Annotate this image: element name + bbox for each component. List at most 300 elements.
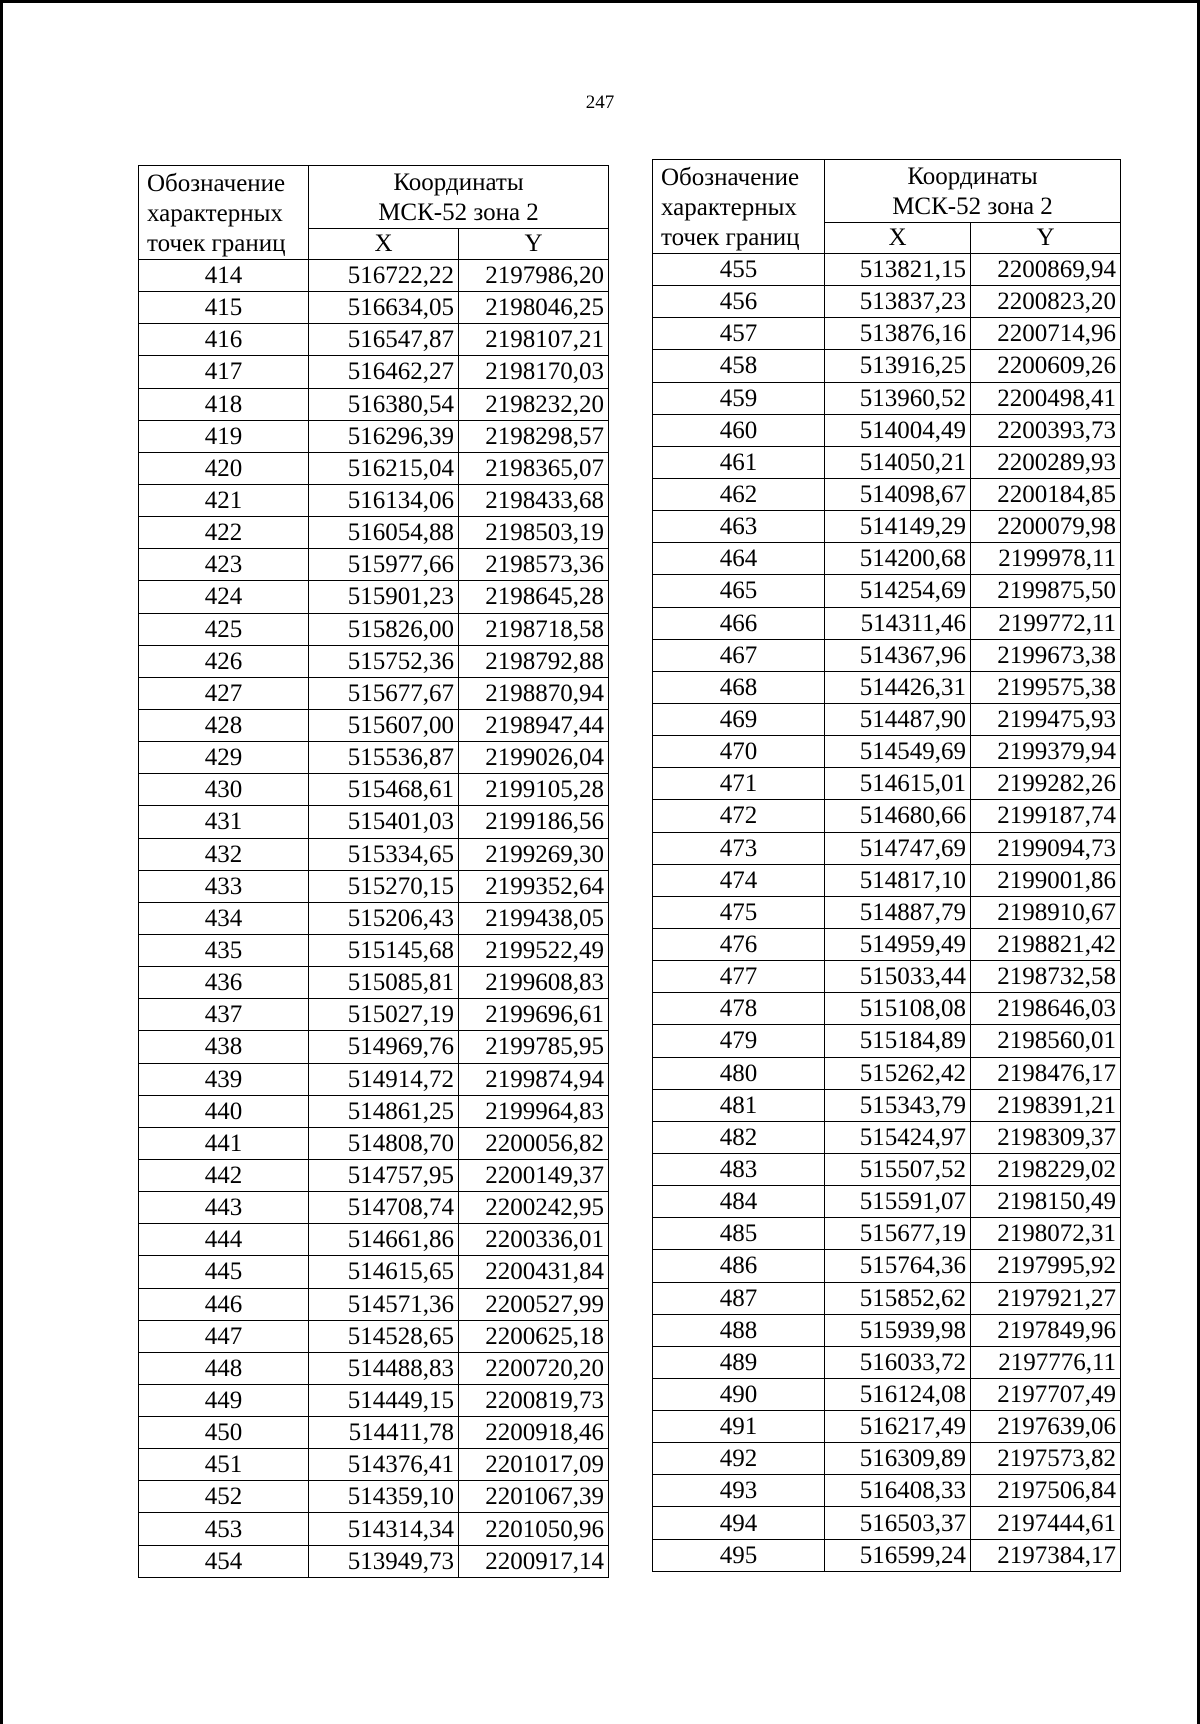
- table-row: [139, 1224, 609, 1256]
- table-row: [653, 350, 1121, 382]
- y-coordinate-cell: 2198732,58: [971, 961, 1121, 993]
- y-coordinate-cell: 2200056,82: [459, 1127, 609, 1159]
- x-coordinate-cell: 514488,83: [309, 1352, 459, 1384]
- y-coordinate-cell: 2198910,67: [971, 896, 1121, 928]
- table-row: [653, 382, 1121, 414]
- point-number-cell: 448: [139, 1352, 309, 1384]
- y-coordinate-cell: 2199379,94: [971, 736, 1121, 768]
- table-row: [139, 613, 609, 645]
- x-coordinate-cell: 515085,81: [309, 967, 459, 999]
- table-row: [653, 478, 1121, 510]
- x-coordinate-cell: 514359,10: [309, 1481, 459, 1513]
- x-coordinate-cell: 514747,69: [825, 832, 971, 864]
- table-row: [139, 934, 609, 966]
- table-row: [653, 446, 1121, 478]
- point-number-cell: 470: [653, 736, 825, 768]
- y-coordinate-cell: 2197986,20: [459, 260, 609, 292]
- y-coordinate-cell: 2199352,64: [459, 870, 609, 902]
- table-row: [139, 1159, 609, 1191]
- y-coordinate-cell: 2197921,27: [971, 1282, 1121, 1314]
- x-coordinate-cell: 516134,06: [309, 484, 459, 516]
- table-row: [139, 870, 609, 902]
- x-coordinate-cell: 516599,24: [825, 1539, 971, 1571]
- table-row: [653, 671, 1121, 703]
- table-row: [139, 1192, 609, 1224]
- point-number-cell: 485: [653, 1218, 825, 1250]
- table-row: [139, 1288, 609, 1320]
- y-coordinate-cell: 2198792,88: [459, 645, 609, 677]
- y-coordinate-cell: 2197506,84: [971, 1475, 1121, 1507]
- y-coordinate-cell: 2198072,31: [971, 1218, 1121, 1250]
- y-coordinate-cell: 2200336,01: [459, 1224, 609, 1256]
- table-row: [653, 703, 1121, 735]
- header-x: X: [309, 229, 459, 260]
- point-number-cell: 423: [139, 549, 309, 581]
- point-number-cell: 482: [653, 1121, 825, 1153]
- table-row: [139, 1063, 609, 1095]
- point-number-cell: 476: [653, 928, 825, 960]
- y-coordinate-cell: 2199608,83: [459, 967, 609, 999]
- header-y: Y: [459, 229, 609, 260]
- y-coordinate-cell: 2199269,30: [459, 838, 609, 870]
- x-coordinate-cell: 515206,43: [309, 902, 459, 934]
- x-coordinate-cell: 515145,68: [309, 934, 459, 966]
- x-coordinate-cell: 514050,21: [825, 446, 971, 478]
- x-coordinate-cell: 516296,39: [309, 420, 459, 452]
- point-number-cell: 446: [139, 1288, 309, 1320]
- x-coordinate-cell: 515852,62: [825, 1282, 971, 1314]
- y-coordinate-cell: 2198573,36: [459, 549, 609, 581]
- coordinates-table-left: [138, 165, 609, 1578]
- point-number-cell: 438: [139, 1031, 309, 1063]
- point-number-cell: 432: [139, 838, 309, 870]
- table-row: [653, 639, 1121, 671]
- x-coordinate-cell: 514254,69: [825, 575, 971, 607]
- table-row: [139, 677, 609, 709]
- x-coordinate-cell: 516503,37: [825, 1507, 971, 1539]
- point-number-cell: 453: [139, 1513, 309, 1545]
- table-row: [653, 736, 1121, 768]
- table-body-right: [653, 254, 1121, 1572]
- point-number-cell: 465: [653, 575, 825, 607]
- y-coordinate-cell: 2198821,42: [971, 928, 1121, 960]
- table-row: [653, 318, 1121, 350]
- table-row: [139, 774, 609, 806]
- x-coordinate-cell: 513949,73: [309, 1545, 459, 1577]
- table-row: [139, 1127, 609, 1159]
- x-coordinate-cell: 514367,96: [825, 639, 971, 671]
- y-coordinate-cell: 2199522,49: [459, 934, 609, 966]
- y-coordinate-cell: 2198560,01: [971, 1025, 1121, 1057]
- x-coordinate-cell: 514311,46: [825, 607, 971, 639]
- header-coordinates-msk52: Координаты МСК-52 зона 2: [309, 166, 609, 229]
- point-number-cell: 464: [653, 543, 825, 575]
- table-row: [139, 484, 609, 516]
- y-coordinate-cell: 2198646,03: [971, 993, 1121, 1025]
- table-row: [653, 1507, 1121, 1539]
- point-number-cell: 475: [653, 896, 825, 928]
- point-number-cell: 495: [653, 1539, 825, 1571]
- y-coordinate-cell: 2198870,94: [459, 677, 609, 709]
- table-row: [653, 1443, 1121, 1475]
- y-coordinate-cell: 2199964,83: [459, 1095, 609, 1127]
- y-coordinate-cell: 2198433,68: [459, 484, 609, 516]
- y-coordinate-cell: 2201017,09: [459, 1449, 609, 1481]
- y-coordinate-cell: 2199978,11: [971, 543, 1121, 575]
- table-row: [139, 356, 609, 388]
- table-row: [139, 549, 609, 581]
- table-row: [653, 1025, 1121, 1057]
- y-coordinate-cell: 2200823,20: [971, 286, 1121, 318]
- header-point-designation: Обозначение характерных точек границ: [653, 160, 825, 254]
- table-row: [139, 420, 609, 452]
- point-number-cell: 420: [139, 452, 309, 484]
- header-point-designation: Обозначение характерных точек границ: [139, 166, 309, 260]
- table-row: [653, 1250, 1121, 1282]
- table-row: [653, 1153, 1121, 1185]
- x-coordinate-cell: 514959,49: [825, 928, 971, 960]
- table-row: [653, 1539, 1121, 1571]
- x-coordinate-cell: 516054,88: [309, 517, 459, 549]
- table-row: [653, 768, 1121, 800]
- point-number-cell: 418: [139, 388, 309, 420]
- y-coordinate-cell: 2198046,25: [459, 292, 609, 324]
- table-row: [653, 1186, 1121, 1218]
- x-coordinate-cell: 514098,67: [825, 478, 971, 510]
- table-row: [139, 388, 609, 420]
- x-coordinate-cell: 514808,70: [309, 1127, 459, 1159]
- table-row: [139, 324, 609, 356]
- y-coordinate-cell: 2197849,96: [971, 1314, 1121, 1346]
- point-number-cell: 428: [139, 709, 309, 741]
- point-number-cell: 462: [653, 478, 825, 510]
- point-number-cell: 436: [139, 967, 309, 999]
- point-number-cell: 467: [653, 639, 825, 671]
- y-coordinate-cell: 2198150,49: [971, 1186, 1121, 1218]
- table-row: [653, 961, 1121, 993]
- table-row: [139, 902, 609, 934]
- point-number-cell: 483: [653, 1153, 825, 1185]
- table-row: [139, 645, 609, 677]
- y-coordinate-cell: 2200393,73: [971, 414, 1121, 446]
- point-number-cell: 426: [139, 645, 309, 677]
- y-coordinate-cell: 2200079,98: [971, 511, 1121, 543]
- y-coordinate-cell: 2200498,41: [971, 382, 1121, 414]
- table-row: [653, 832, 1121, 864]
- y-coordinate-cell: 2199874,94: [459, 1063, 609, 1095]
- x-coordinate-cell: 513876,16: [825, 318, 971, 350]
- y-coordinate-cell: 2199105,28: [459, 774, 609, 806]
- point-number-cell: 425: [139, 613, 309, 645]
- x-coordinate-cell: 515027,19: [309, 999, 459, 1031]
- point-number-cell: 459: [653, 382, 825, 414]
- table-row: [139, 1384, 609, 1416]
- table-row: [139, 517, 609, 549]
- table-row: [139, 1031, 609, 1063]
- point-number-cell: 421: [139, 484, 309, 516]
- point-number-cell: 486: [653, 1250, 825, 1282]
- point-number-cell: 491: [653, 1411, 825, 1443]
- x-coordinate-cell: 515901,23: [309, 581, 459, 613]
- x-coordinate-cell: 514861,25: [309, 1095, 459, 1127]
- table-row: [653, 607, 1121, 639]
- y-coordinate-cell: 2199772,11: [971, 607, 1121, 639]
- header-coordinates-msk52: Координаты МСК-52 зона 2: [825, 160, 1121, 223]
- point-number-cell: 455: [653, 254, 825, 286]
- y-coordinate-cell: 2199673,38: [971, 639, 1121, 671]
- x-coordinate-cell: 514969,76: [309, 1031, 459, 1063]
- x-coordinate-cell: 514004,49: [825, 414, 971, 446]
- point-number-cell: 474: [653, 864, 825, 896]
- point-number-cell: 441: [139, 1127, 309, 1159]
- point-number-cell: 429: [139, 742, 309, 774]
- table-row: [653, 1346, 1121, 1378]
- y-coordinate-cell: 2197444,61: [971, 1507, 1121, 1539]
- point-number-cell: 443: [139, 1192, 309, 1224]
- x-coordinate-cell: 514149,29: [825, 511, 971, 543]
- y-coordinate-cell: 2199475,93: [971, 703, 1121, 735]
- point-number-cell: 444: [139, 1224, 309, 1256]
- y-coordinate-cell: 2200918,46: [459, 1417, 609, 1449]
- table-row: [653, 1057, 1121, 1089]
- x-coordinate-cell: 515468,61: [309, 774, 459, 806]
- x-coordinate-cell: 514661,86: [309, 1224, 459, 1256]
- table-row: [653, 1314, 1121, 1346]
- y-coordinate-cell: 2198309,37: [971, 1121, 1121, 1153]
- point-number-cell: 461: [653, 446, 825, 478]
- y-coordinate-cell: 2200869,94: [971, 254, 1121, 286]
- point-number-cell: 427: [139, 677, 309, 709]
- table-row: [139, 806, 609, 838]
- point-number-cell: 479: [653, 1025, 825, 1057]
- table-row: [139, 709, 609, 741]
- y-coordinate-cell: 2199875,50: [971, 575, 1121, 607]
- x-coordinate-cell: 516124,08: [825, 1378, 971, 1410]
- table-row: [653, 575, 1121, 607]
- point-number-cell: 463: [653, 511, 825, 543]
- x-coordinate-cell: 514487,90: [825, 703, 971, 735]
- y-coordinate-cell: 2200819,73: [459, 1384, 609, 1416]
- table-row: [653, 1475, 1121, 1507]
- point-number-cell: 422: [139, 517, 309, 549]
- table-row: [653, 928, 1121, 960]
- x-coordinate-cell: 515108,08: [825, 993, 971, 1025]
- x-coordinate-cell: 515826,00: [309, 613, 459, 645]
- table-row: [139, 1449, 609, 1481]
- y-coordinate-cell: 2199785,95: [459, 1031, 609, 1063]
- table-row: [139, 292, 609, 324]
- y-coordinate-cell: 2200720,20: [459, 1352, 609, 1384]
- x-coordinate-cell: 514314,34: [309, 1513, 459, 1545]
- table-row: [139, 581, 609, 613]
- table-row: [653, 993, 1121, 1025]
- point-number-cell: 451: [139, 1449, 309, 1481]
- header-y: Y: [971, 223, 1121, 254]
- y-coordinate-cell: 2201050,96: [459, 1513, 609, 1545]
- point-number-cell: 480: [653, 1057, 825, 1089]
- x-coordinate-cell: 516033,72: [825, 1346, 971, 1378]
- x-coordinate-cell: 514817,10: [825, 864, 971, 896]
- point-number-cell: 449: [139, 1384, 309, 1416]
- point-number-cell: 454: [139, 1545, 309, 1577]
- point-number-cell: 478: [653, 993, 825, 1025]
- x-coordinate-cell: 513960,52: [825, 382, 971, 414]
- x-coordinate-cell: 515939,98: [825, 1314, 971, 1346]
- y-coordinate-cell: 2200625,18: [459, 1320, 609, 1352]
- table-row: [653, 543, 1121, 575]
- x-coordinate-cell: 516408,33: [825, 1475, 971, 1507]
- point-number-cell: 416: [139, 324, 309, 356]
- point-number-cell: 457: [653, 318, 825, 350]
- x-coordinate-cell: 514887,79: [825, 896, 971, 928]
- y-coordinate-cell: 2198718,58: [459, 613, 609, 645]
- point-number-cell: 484: [653, 1186, 825, 1218]
- point-number-cell: 490: [653, 1378, 825, 1410]
- y-coordinate-cell: 2199094,73: [971, 832, 1121, 864]
- y-coordinate-cell: 2198391,21: [971, 1089, 1121, 1121]
- x-coordinate-cell: 516380,54: [309, 388, 459, 420]
- y-coordinate-cell: 2197639,06: [971, 1411, 1121, 1443]
- y-coordinate-cell: 2199186,56: [459, 806, 609, 838]
- table-row: [139, 1352, 609, 1384]
- y-coordinate-cell: 2198503,19: [459, 517, 609, 549]
- y-coordinate-cell: 2200527,99: [459, 1288, 609, 1320]
- x-coordinate-cell: 513837,23: [825, 286, 971, 318]
- x-coordinate-cell: 515677,19: [825, 1218, 971, 1250]
- point-number-cell: 417: [139, 356, 309, 388]
- x-coordinate-cell: 514426,31: [825, 671, 971, 703]
- table-row: [653, 896, 1121, 928]
- y-coordinate-cell: 2199282,26: [971, 768, 1121, 800]
- table-row: [653, 414, 1121, 446]
- x-coordinate-cell: 514615,01: [825, 768, 971, 800]
- point-number-cell: 468: [653, 671, 825, 703]
- table-row: [653, 1121, 1121, 1153]
- x-coordinate-cell: 516215,04: [309, 452, 459, 484]
- y-coordinate-cell: 2201067,39: [459, 1481, 609, 1513]
- x-coordinate-cell: 516722,22: [309, 260, 459, 292]
- table-body-left: [139, 260, 609, 1578]
- table-row: [139, 1256, 609, 1288]
- point-number-cell: 472: [653, 800, 825, 832]
- table-row: [653, 511, 1121, 543]
- y-coordinate-cell: 2197573,82: [971, 1443, 1121, 1475]
- x-coordinate-cell: 515343,79: [825, 1089, 971, 1121]
- table-row: [139, 999, 609, 1031]
- point-number-cell: 492: [653, 1443, 825, 1475]
- x-coordinate-cell: 514528,65: [309, 1320, 459, 1352]
- y-coordinate-cell: 2200917,14: [459, 1545, 609, 1577]
- y-coordinate-cell: 2197384,17: [971, 1539, 1121, 1571]
- y-coordinate-cell: 2199026,04: [459, 742, 609, 774]
- y-coordinate-cell: 2200431,84: [459, 1256, 609, 1288]
- table-row: [139, 967, 609, 999]
- y-coordinate-cell: 2199438,05: [459, 902, 609, 934]
- x-coordinate-cell: 515607,00: [309, 709, 459, 741]
- x-coordinate-cell: 516462,27: [309, 356, 459, 388]
- point-number-cell: 493: [653, 1475, 825, 1507]
- y-coordinate-cell: 2200242,95: [459, 1192, 609, 1224]
- point-number-cell: 452: [139, 1481, 309, 1513]
- y-coordinate-cell: 2199575,38: [971, 671, 1121, 703]
- x-coordinate-cell: 515334,65: [309, 838, 459, 870]
- x-coordinate-cell: 514708,74: [309, 1192, 459, 1224]
- table-row: [139, 1320, 609, 1352]
- y-coordinate-cell: 2199187,74: [971, 800, 1121, 832]
- point-number-cell: 433: [139, 870, 309, 902]
- y-coordinate-cell: 2198170,03: [459, 356, 609, 388]
- x-coordinate-cell: 514914,72: [309, 1063, 459, 1095]
- point-number-cell: 466: [653, 607, 825, 639]
- point-number-cell: 488: [653, 1314, 825, 1346]
- y-coordinate-cell: 2198232,20: [459, 388, 609, 420]
- y-coordinate-cell: 2198298,57: [459, 420, 609, 452]
- point-number-cell: 481: [653, 1089, 825, 1121]
- point-number-cell: 447: [139, 1320, 309, 1352]
- x-coordinate-cell: 515401,03: [309, 806, 459, 838]
- x-coordinate-cell: 515033,44: [825, 961, 971, 993]
- y-coordinate-cell: 2197707,49: [971, 1378, 1121, 1410]
- x-coordinate-cell: 515507,52: [825, 1153, 971, 1185]
- y-coordinate-cell: 2198476,17: [971, 1057, 1121, 1089]
- table-row: [139, 1417, 609, 1449]
- x-coordinate-cell: 514200,68: [825, 543, 971, 575]
- x-coordinate-cell: 516547,87: [309, 324, 459, 356]
- point-number-cell: 424: [139, 581, 309, 613]
- table-row: [139, 260, 609, 292]
- table-row: [653, 1089, 1121, 1121]
- point-number-cell: 440: [139, 1095, 309, 1127]
- y-coordinate-cell: 2198229,02: [971, 1153, 1121, 1185]
- x-coordinate-cell: 514449,15: [309, 1384, 459, 1416]
- x-coordinate-cell: 513916,25: [825, 350, 971, 382]
- x-coordinate-cell: 515764,36: [825, 1250, 971, 1282]
- point-number-cell: 415: [139, 292, 309, 324]
- x-coordinate-cell: 514615,65: [309, 1256, 459, 1288]
- table-row: [653, 1411, 1121, 1443]
- page-number: 247: [585, 92, 615, 113]
- x-coordinate-cell: 516634,05: [309, 292, 459, 324]
- table-row: [653, 1218, 1121, 1250]
- point-number-cell: 435: [139, 934, 309, 966]
- point-number-cell: 456: [653, 286, 825, 318]
- x-coordinate-cell: 515184,89: [825, 1025, 971, 1057]
- x-coordinate-cell: 515270,15: [309, 870, 459, 902]
- table-row: [653, 286, 1121, 318]
- point-number-cell: 419: [139, 420, 309, 452]
- table-row: [653, 864, 1121, 896]
- x-coordinate-cell: 514549,69: [825, 736, 971, 768]
- y-coordinate-cell: 2198645,28: [459, 581, 609, 613]
- y-coordinate-cell: 2197776,11: [971, 1346, 1121, 1378]
- table-row: [139, 742, 609, 774]
- y-coordinate-cell: 2198947,44: [459, 709, 609, 741]
- x-coordinate-cell: 514411,78: [309, 1417, 459, 1449]
- x-coordinate-cell: 514680,66: [825, 800, 971, 832]
- point-number-cell: 450: [139, 1417, 309, 1449]
- point-number-cell: 471: [653, 768, 825, 800]
- table-row: [653, 1282, 1121, 1314]
- table-row: [653, 800, 1121, 832]
- x-coordinate-cell: 515536,87: [309, 742, 459, 774]
- table-row: [139, 1095, 609, 1127]
- point-number-cell: 460: [653, 414, 825, 446]
- point-number-cell: 414: [139, 260, 309, 292]
- x-coordinate-cell: 516217,49: [825, 1411, 971, 1443]
- point-number-cell: 442: [139, 1159, 309, 1191]
- point-number-cell: 445: [139, 1256, 309, 1288]
- x-coordinate-cell: 515591,07: [825, 1186, 971, 1218]
